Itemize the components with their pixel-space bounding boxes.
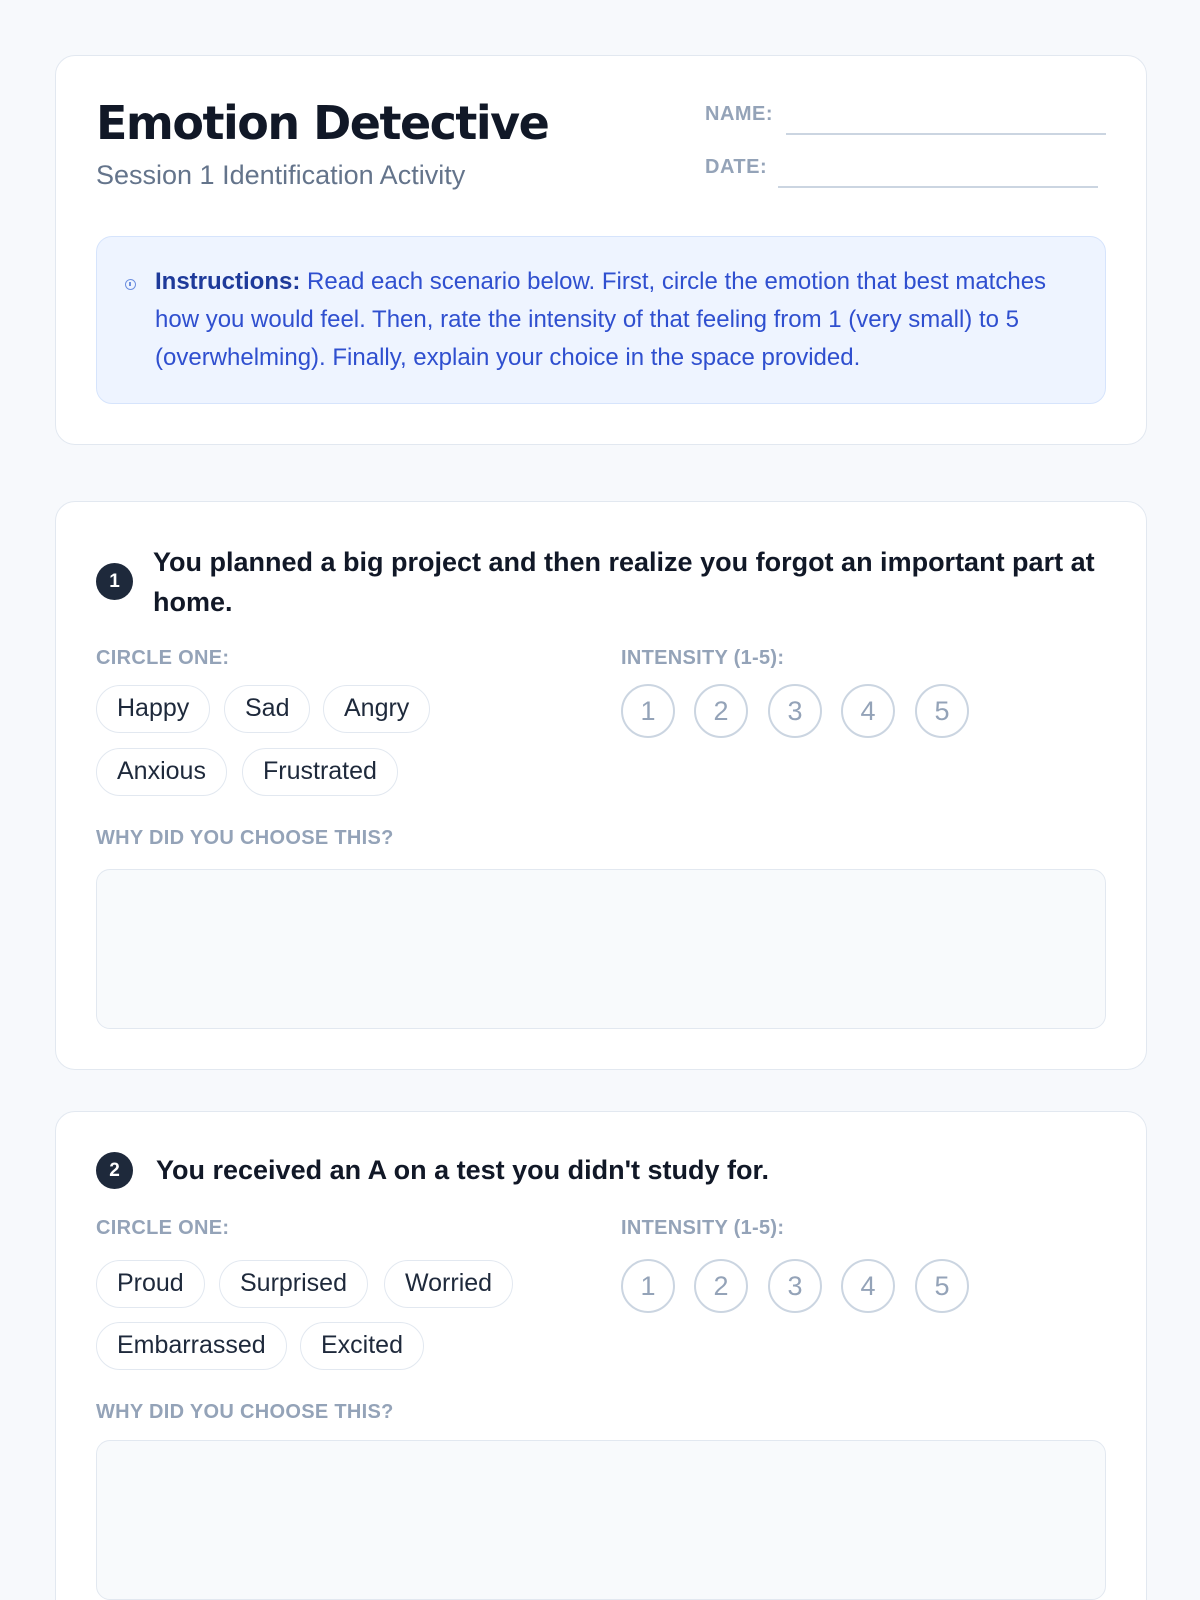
circle-one-label: CIRCLE ONE: [96,1217,230,1239]
intensity-option-4[interactable]: 4 [841,684,895,738]
emotion-option-proud[interactable]: Proud [96,1260,205,1308]
why-answer-field[interactable] [96,1440,1106,1600]
emotion-option-surprised[interactable]: Surprised [219,1260,368,1308]
why-answer-field[interactable] [96,869,1106,1029]
question-card-2 [55,1111,1147,1600]
question-number-badge: 2 [96,1152,133,1189]
date-label: DATE: [705,156,768,178]
date-field[interactable] [778,186,1098,188]
why-label: WHY DID YOU CHOOSE THIS? [96,1401,394,1423]
name-label: NAME: [705,103,774,125]
intensity-label: INTENSITY (1-5): [621,647,785,669]
emotion-option-worried[interactable]: Worried [384,1260,513,1308]
intensity-option-4[interactable]: 4 [841,1259,895,1313]
intensity-option-1[interactable]: 1 [621,1259,675,1313]
intensity-option-5[interactable]: 5 [915,684,969,738]
circle-one-label: CIRCLE ONE: [96,647,230,669]
intensity-option-2[interactable]: 2 [694,684,748,738]
instructions-lead: Instructions: [155,268,301,295]
emotion-option-happy[interactable]: Happy [96,685,210,733]
intensity-option-5[interactable]: 5 [915,1259,969,1313]
info-icon [125,279,136,290]
instructions-box [96,236,1106,404]
header-card [55,55,1147,445]
question-text: You received an A on a test you didn't study for. [156,1155,770,1185]
emotion-option-anxious[interactable]: Anxious [96,748,227,796]
intensity-option-3[interactable]: 3 [768,1259,822,1313]
intensity-option-2[interactable]: 2 [694,1259,748,1313]
emotion-option-excited[interactable]: Excited [300,1322,424,1370]
instructions-body: Read each scenario below. First, circle the emotion that best matches how you would feel. Then, rate the intensity of that feeling from 1 (very small) to 5 (overwhelming). Finally, explain your choice in the space provided. [155,268,1047,371]
intensity-option-1[interactable]: 1 [621,684,675,738]
intensity-label: INTENSITY (1-5): [621,1217,785,1239]
page-subtitle: Session 1 Identification Activity [96,160,466,190]
question-card-1 [55,501,1147,1070]
intensity-option-3[interactable]: 3 [768,684,822,738]
emotion-option-embarrassed[interactable]: Embarrassed [96,1322,287,1370]
name-field[interactable] [786,133,1106,135]
instructions-text [155,263,1080,377]
why-label: WHY DID YOU CHOOSE THIS? [96,827,394,849]
page-title: Emotion Detective [96,96,549,150]
emotion-option-angry[interactable]: Angry [323,685,430,733]
question-number-badge: 1 [96,563,133,600]
emotion-option-sad[interactable]: Sad [224,685,310,733]
emotion-option-frustrated[interactable]: Frustrated [242,748,398,796]
question-text: You planned a big project and then realize you forgot an important part at home. [153,547,1095,617]
